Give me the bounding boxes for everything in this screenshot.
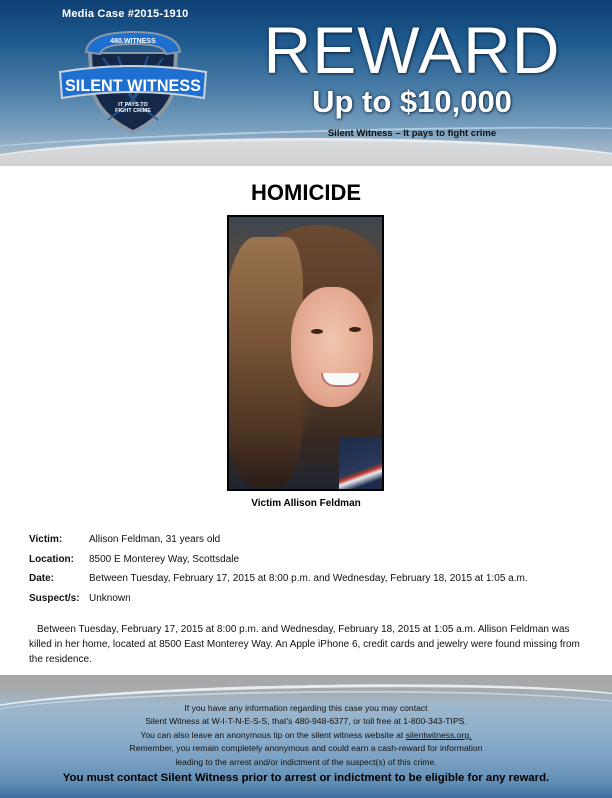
detail-value: Between Tuesday, February 17, 2015 at 8:00 p.m. and Wednesday, February 18, 2015 at 1:05 a.m. bbox=[89, 573, 528, 585]
photo-eye-shape bbox=[349, 327, 361, 332]
contact-line: leading to the arrest and/or indictment of the suspect(s) of this crime. bbox=[175, 756, 437, 767]
case-details bbox=[29, 530, 528, 608]
detail-row-victim bbox=[29, 530, 528, 550]
detail-label: Suspect/s: bbox=[29, 592, 80, 604]
detail-value: Allison Feldman, 31 years old bbox=[89, 534, 221, 546]
detail-label: Location: bbox=[29, 553, 74, 565]
victim-photo bbox=[227, 215, 384, 491]
svg-text:SILENT WITNESS: SILENT WITNESS bbox=[65, 76, 201, 95]
photo-caption: Victim Allison Feldman bbox=[251, 498, 361, 509]
detail-label: Date: bbox=[29, 573, 55, 585]
media-case-number: Media Case #2015-1910 bbox=[62, 8, 189, 20]
contact-info bbox=[0, 702, 612, 769]
reward-eligibility-warning: You must contact Silent Witness prior to arrest or indictment to be eligible for any reward. bbox=[62, 772, 550, 784]
detail-row-location bbox=[29, 550, 528, 570]
contact-line: If you have any information regarding this case you may contact bbox=[184, 703, 428, 713]
reward-title: REWARD bbox=[263, 13, 561, 87]
detail-row-suspects bbox=[29, 589, 528, 609]
contact-line: Remember, you remain completely anonymous and could earn a cash-reward for information bbox=[129, 743, 483, 754]
svg-text:IT PAYS TO: IT PAYS TO bbox=[118, 102, 148, 108]
contact-line-phone: Silent Witness at W-I-T-N-E-S-S, that’s 480-948-6377, or toll free at 1-800-343-TIPS. bbox=[145, 716, 467, 727]
photo-face-shape bbox=[291, 287, 373, 407]
crime-type-heading: HOMICIDE bbox=[251, 180, 361, 205]
contact-line-website bbox=[0, 729, 612, 742]
photo-eye-shape bbox=[311, 329, 323, 334]
photo-shirt-shape bbox=[339, 437, 384, 491]
svg-text:FIGHT CRIME: FIGHT CRIME bbox=[115, 108, 151, 114]
case-narrative: Between Tuesday, February 17, 2015 at 8:00 p.m. and Wednesday, February 18, 2015 at 1:05 a.m. Allison Feldman was killed in her home, located at 8500 East Monterey Way. An Apple iPhone 6, credit cards and jewelry were found missing from the residence. bbox=[29, 624, 580, 665]
detail-row-date bbox=[29, 569, 528, 589]
reward-header-banner bbox=[0, 0, 612, 166]
reward-amount: Up to $10,000 bbox=[312, 84, 512, 119]
website-link[interactable]: silentwitness.org. bbox=[405, 729, 472, 740]
silent-witness-logo bbox=[58, 30, 208, 134]
detail-label: Victim: bbox=[29, 534, 63, 546]
contact-line-text: You can also leave an anonymous tip on the silent witness website at bbox=[140, 729, 406, 740]
header-tagline: Silent Witness – It pays to fight crime bbox=[327, 128, 497, 139]
detail-value: 8500 E Monterey Way, Scottsdale bbox=[89, 553, 240, 565]
svg-text:480.WITNESS: 480.WITNESS bbox=[110, 38, 156, 45]
detail-value: Unknown bbox=[89, 592, 131, 604]
